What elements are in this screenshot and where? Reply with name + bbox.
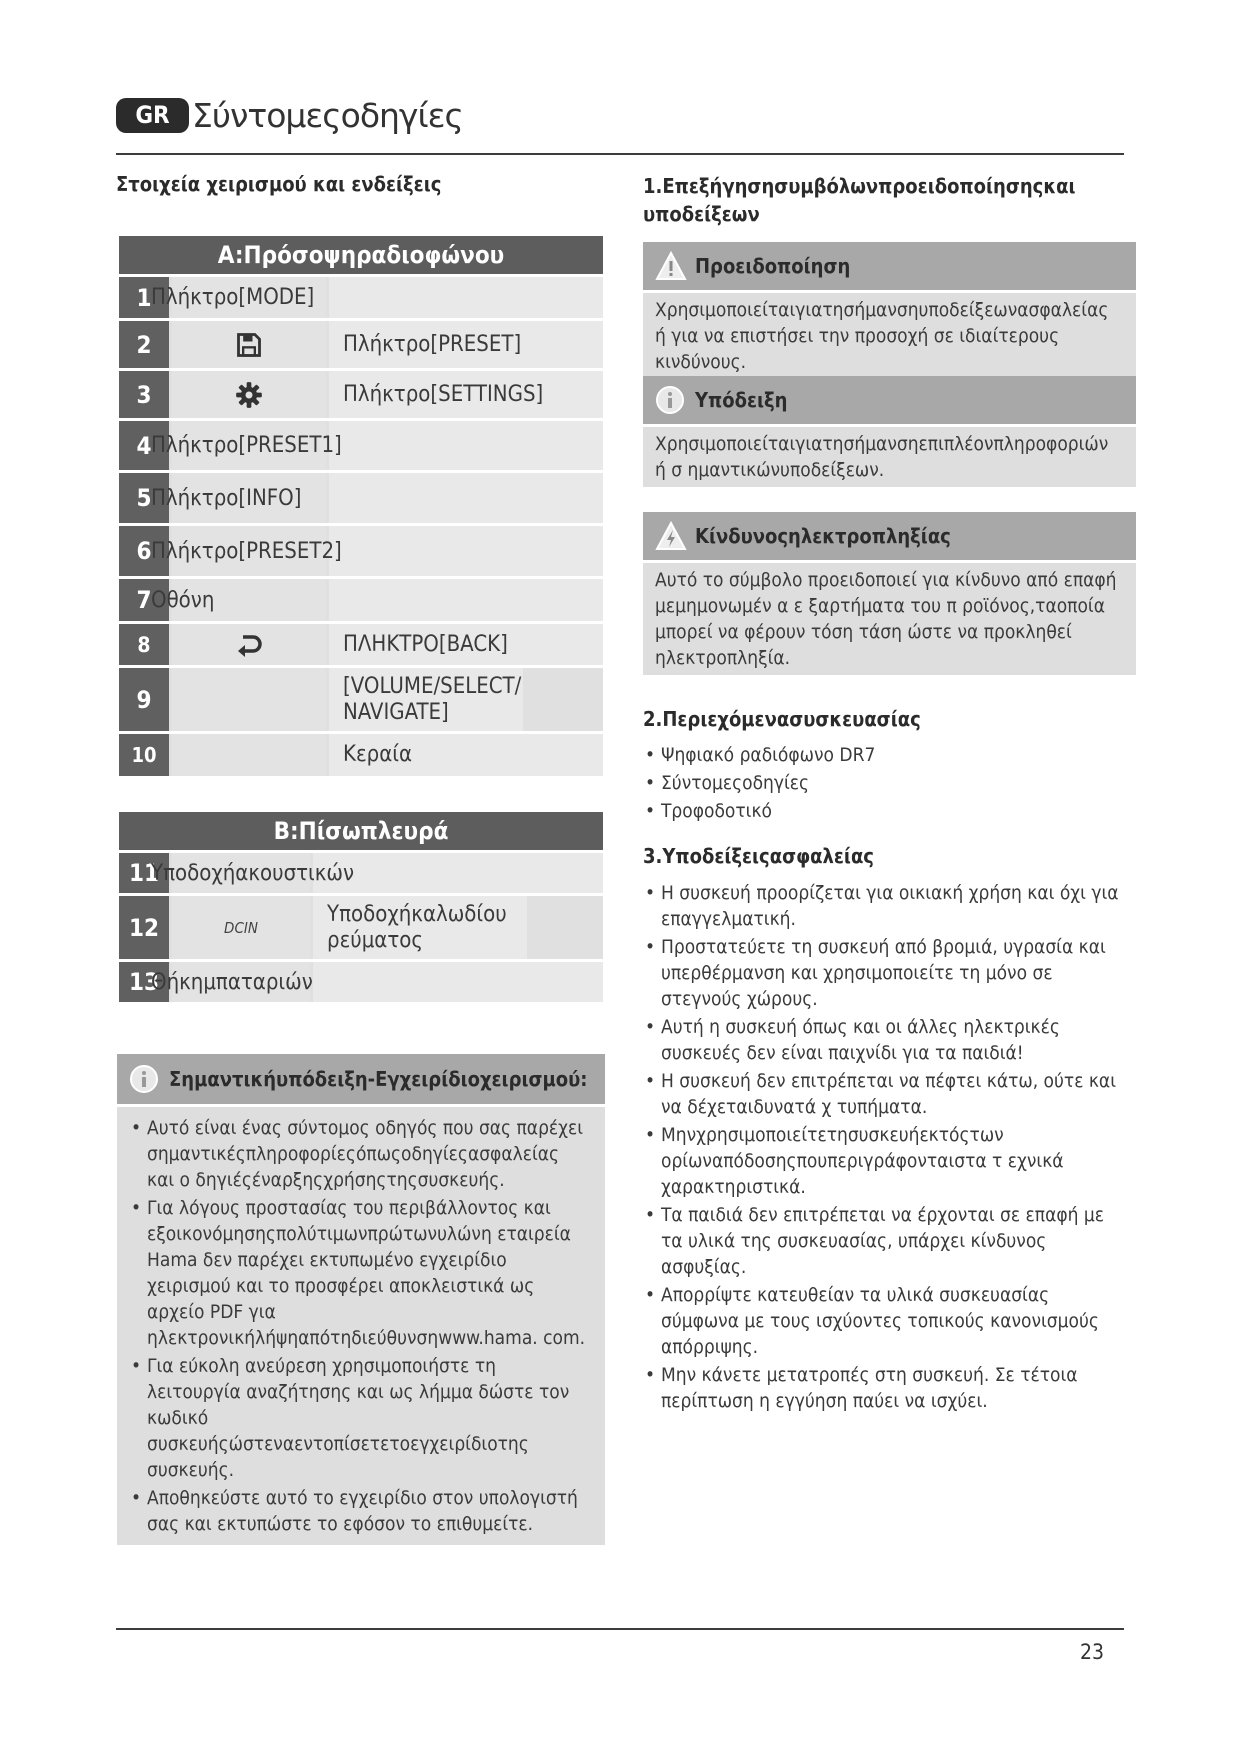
back-panel-table xyxy=(119,812,603,1002)
row-number: 2 xyxy=(119,321,169,368)
row-label: Πλήκτρο[MODE] xyxy=(151,285,315,310)
list-item: • Η συσκευή προορίζεται για οικιακή χρήση και όχι για επαγγελματική. xyxy=(645,880,1125,932)
table-row xyxy=(119,893,603,959)
row-label: Πλήκτρο[PRESET1] xyxy=(151,433,342,458)
list-item: • Για λόγους προστασίας του περιβάλλοντος και εξοικονόμησηςπολύτιμωνπρώτωνυλώνη εταιρεία Hama δεν παρέχει εκτυπωμένο εγχειρίδιο χειρισμού και το προσφέρει αποκλειστικά ως αρχείο PDF για ηλεκτρονικήλήψηαπότηδιεύθυνσηwww.hama. com. xyxy=(131,1195,591,1351)
package-section-title: 2.Περιεχόμενασυσκευασίας xyxy=(643,707,921,731)
controls-section-title: Στοιχεία χειρισμού και ενδείξεις xyxy=(116,172,442,196)
row-label: Πλήκτρο[INFO] xyxy=(151,485,302,511)
info-icon xyxy=(655,385,685,415)
electric-shock-title: Κίνδυνοςηλεκτροπληξίας xyxy=(695,524,951,548)
safety-list xyxy=(645,880,1125,1416)
list-item: • Σύντομεςοδηγίες xyxy=(645,770,1125,796)
table-row xyxy=(119,368,603,418)
symbols-section-title: 1.Επεξήγησησυμβόλωνπροειδοποίησηςκαι υποδείξεων xyxy=(643,174,1076,226)
note-list xyxy=(131,1115,591,1537)
note-box-title: Σημαντικήυπόδειξη-Εγχειρίδιοχειρισμού: xyxy=(169,1067,588,1091)
row-number: 4 xyxy=(119,421,169,470)
list-item: • Αυτό είναι ένας σύντομος οδηγός που σας παρέχει σημαντικέςπληροφορίεςόπωςοδηγίεςασφαλείας και ο δηγιέςέναρξηςχρήσηςτηςσυσκευής. xyxy=(131,1115,591,1193)
save-icon xyxy=(172,321,326,368)
header-divider xyxy=(116,153,1124,155)
warning-triangle-icon xyxy=(655,251,685,281)
list-item: • Τροφοδοτικό xyxy=(645,798,1125,824)
electric-shock-text: Αυτό το σύμβολο προειδοποιεί για κίνδυνο από επαφή μεμημονωμέν α ε ξαρτήματα του π ροϊόνος,ταοποία μπορεί να φέρουν τόση τάση ώστε να προκληθεί ηλεκτροπληξία. xyxy=(643,563,1136,675)
hint-box xyxy=(643,376,1136,487)
warning-title: Προειδοποίηση xyxy=(695,254,851,278)
row-number: 8 xyxy=(119,624,169,665)
row-label: Πλήκτρο[PRESET2] xyxy=(151,538,342,564)
table-row xyxy=(119,318,603,368)
row-label: Πλήκτρο[SETTINGS] xyxy=(329,371,603,418)
list-item: • Αποθηκεύστε αυτό το εγχειρίδιο στον υπολογιστή σας και εκτυπώστε το εφόσον το επιθυμείτε. xyxy=(131,1485,591,1537)
row-label: Υποδοχήακουστικών xyxy=(151,860,355,886)
front-panel-table xyxy=(119,236,603,776)
list-item: • Προστατεύετε τη συσκευή από βρομιά, υγρασία και υπερθέρμανση και χρησιμοποιείτε τη μόνο σε στεγνούς χώρους. xyxy=(645,934,1125,1012)
table-b-title: B:Πίσωπλευρά xyxy=(119,812,603,850)
dc-in-label: DCIN xyxy=(172,896,310,959)
gear-icon xyxy=(172,371,326,418)
row-label: Υποδοχήκαλωδίου ρεύματος xyxy=(313,896,527,959)
table-row xyxy=(119,418,603,470)
hint-text: Χρησιμοποιείταιγιατησήμανσηεπιπλέονπληροφοριών ή σ ημαντικώνυποδείξεων. xyxy=(643,427,1136,487)
row-label: [VOLUME/SELECT/ NAVIGATE] xyxy=(329,668,523,731)
list-item: • Ψηφιακό ραδιόφωνο DR7 xyxy=(645,742,1125,768)
row-number: 12 xyxy=(119,896,169,959)
back-arrow-icon xyxy=(172,624,326,665)
list-item: • Η συσκευή δεν επιτρέπεται να πέφτει κάτω, ούτε και να δέχεταιδυνατά χ τυπήματα. xyxy=(645,1068,1125,1120)
table-row xyxy=(119,274,603,318)
table-row xyxy=(119,731,603,776)
row-number: 11 xyxy=(119,853,169,893)
list-item: • Αυτή η συσκευή όπως και οι άλλες ηλεκτρικές συσκευές δεν είναι παιχνίδι για τα παιδιά! xyxy=(645,1014,1125,1066)
row-number: 13 xyxy=(119,962,169,1002)
table-row xyxy=(119,665,603,731)
row-label: ΠΛΗΚΤΡΟ[BACK] xyxy=(329,624,603,665)
row-number: 7 xyxy=(119,579,169,621)
package-list xyxy=(645,742,1125,826)
row-label: Κεραία xyxy=(329,734,603,776)
manual-note-box xyxy=(117,1054,605,1545)
safety-section-title: 3.Υποδείξειςασφαλείας xyxy=(643,844,874,868)
warning-box xyxy=(643,242,1136,379)
page-number: 23 xyxy=(1080,1640,1105,1664)
table-row xyxy=(119,959,603,1002)
table-row xyxy=(119,523,603,576)
page-title: Σύντομεςοδηγίες xyxy=(192,96,463,135)
row-number: 3 xyxy=(119,371,169,418)
row-number: 5 xyxy=(119,473,169,523)
row-label: Πλήκτρο[PRESET] xyxy=(329,321,603,368)
hint-title: Υπόδειξη xyxy=(695,388,788,412)
language-badge: GR xyxy=(116,98,189,133)
row-number: 10 xyxy=(119,734,169,776)
info-icon xyxy=(129,1064,159,1094)
table-row xyxy=(119,621,603,665)
warning-text: Χρησιμοποιείταιγιατησήμανσηυποδείξεωνασφαλείας ή για να επιστήσει την προσοχή σε ιδιαίτερους κινδύνους. xyxy=(643,293,1136,379)
electric-shock-box xyxy=(643,512,1136,675)
list-item: • Μην κάνετε μετατροπές στη συσκευή. Σε τέτοια περίπτωση η εγγύηση παύει να ισχύει. xyxy=(645,1362,1125,1414)
row-number: 9 xyxy=(119,668,169,731)
row-number: 1 xyxy=(119,277,169,318)
electric-shock-warning-icon xyxy=(655,521,685,551)
row-label: Οθόνη xyxy=(151,587,215,613)
list-item: • Τα παιδιά δεν επιτρέπεται να έρχονται σε επαφή με τα υλικά της συσκευασίας, υπάρχει κίνδυνος ασφυξίας. xyxy=(645,1202,1125,1280)
table-row xyxy=(119,576,603,621)
table-row xyxy=(119,850,603,893)
footer-divider xyxy=(116,1628,1124,1630)
table-row xyxy=(119,470,603,523)
row-number: 6 xyxy=(119,526,169,576)
table-a-title: A:Πρόσοψηραδιοφώνου xyxy=(119,236,603,274)
list-item: • Απορρίψτε κατευθείαν τα υλικά συσκευασίας σύμφωνα με τους ισχύοντες τοπικούς κανονισμούς απόρριψης. xyxy=(645,1282,1125,1360)
row-label: Θήκημπαταριών xyxy=(151,969,313,995)
list-item: • Μηνχρησιμοποιείτετησυσκευήεκτόςτων ορίωναπόδοσηςπουπεριγράφονταιστα τ εχνικά χαρακτηριστικά. xyxy=(645,1122,1125,1200)
list-item: • Για εύκολη ανεύρεση χρησιμοποιήστε τη λειτουργία αναζήτησης και ως λήμμα δώστε τον κωδικό συσκευήςώστεναεντοπίσετετοεγχειρίδιοτης συσκευής. xyxy=(131,1353,591,1483)
